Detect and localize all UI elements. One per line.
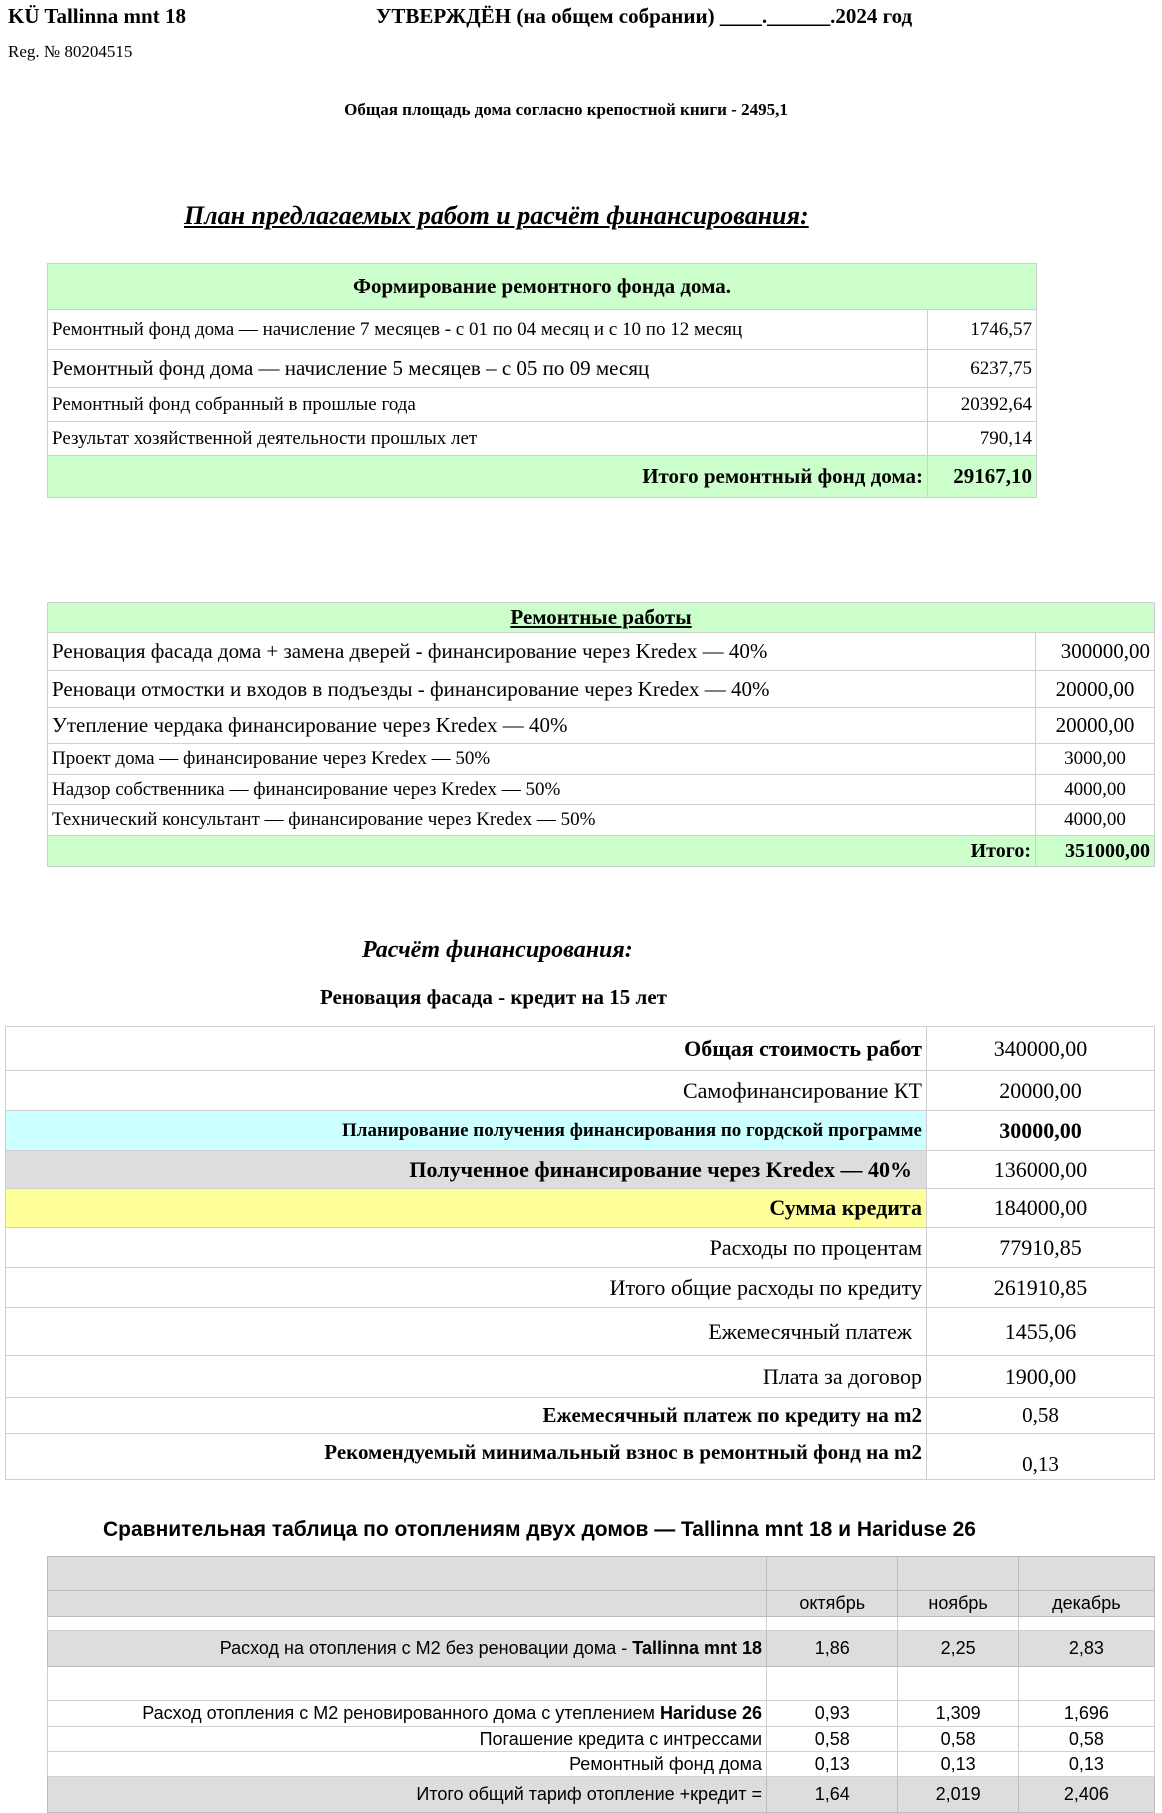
table-row — [48, 805, 1155, 836]
fin-row-value: 30000,00 — [927, 1111, 1155, 1151]
heating-value: 2,83 — [1018, 1631, 1154, 1667]
fin-row-label: Ежемесячный платеж — [6, 1308, 927, 1356]
works-row-label: Надзор собственника — финансирование через Kredex — 50% — [48, 775, 1036, 805]
heating-table — [47, 1556, 1155, 1813]
table-row — [48, 350, 1037, 388]
works-row-label: Технический консультант — финансирование через Kredex — 50% — [48, 805, 1036, 836]
table-row — [48, 1752, 1155, 1777]
fin-row-value: 1900,00 — [927, 1356, 1155, 1398]
works-row-value: 3000,00 — [1036, 744, 1155, 775]
table-row — [48, 671, 1155, 708]
fin-row-label: Сумма кредита — [6, 1189, 927, 1228]
fin-row-label: Планирование получения финансирования по гордской программе — [6, 1111, 927, 1151]
house-name: Hariduse 26 — [659, 1703, 762, 1723]
fin-row-value: 1455,06 — [927, 1308, 1155, 1356]
heating-value: 0,58 — [898, 1727, 1018, 1752]
fund-title: Формирование ремонтного фонда дома. — [48, 264, 1037, 310]
table-row — [6, 1189, 1155, 1228]
works-row-label: Реноваци отмостки и входов в подъезды - финансирование через Kredex — 40% — [48, 671, 1036, 708]
reg-number: Reg. № 80204515 — [8, 42, 133, 61]
fund-row-label: Ремонтный фонд дома — начисление 5 месяцев – с 05 по 09 месяц — [48, 350, 928, 388]
fin-row-value: 184000,00 — [927, 1189, 1155, 1228]
fin-row-label: Общая стоимость работ — [6, 1027, 927, 1071]
fin-row-value: 340000,00 — [927, 1027, 1155, 1071]
table-row — [6, 1111, 1155, 1151]
table-row — [48, 775, 1155, 805]
heating-value: 1,696 — [1018, 1701, 1154, 1727]
heating-total-value: 2,406 — [1018, 1777, 1154, 1813]
heating-total-value: 1,64 — [767, 1777, 898, 1813]
works-row-value: 4000,00 — [1036, 805, 1155, 836]
org-name: KÜ Tallinna mnt 18 — [8, 4, 186, 28]
fin-row-label: Рекомендуемый минимальный взнос в ремонтный фонд на m2 — [6, 1434, 927, 1480]
works-row-value: 4000,00 — [1036, 775, 1155, 805]
fin-row-label: Итого общие расходы по кредиту — [6, 1268, 927, 1308]
table-row — [6, 1228, 1155, 1268]
repair-fund-table — [47, 263, 1037, 498]
total-area: Общая площадь дома согласно крепостной книги - 2495,1 — [344, 100, 788, 119]
fund-row-value: 790,14 — [928, 422, 1037, 456]
heating-header-blank — [48, 1557, 767, 1591]
fin-row-label: Плата за договор — [6, 1356, 927, 1398]
fin-row-value: 0,58 — [927, 1398, 1155, 1434]
works-row-value: 300000,00 — [1036, 633, 1155, 671]
fund-total-label: Итого ремонтный фонд дома: — [48, 456, 928, 498]
financing-subtitle: Реновация фасада - кредит на 15 лет — [320, 985, 667, 1009]
heating-value: 1,86 — [767, 1631, 898, 1667]
fund-row-value: 6237,75 — [928, 350, 1037, 388]
table-row — [48, 422, 1037, 456]
repair-works-table — [47, 602, 1155, 867]
financing-title: Расчёт финансирования: — [362, 937, 633, 963]
fin-row-value: 20000,00 — [927, 1071, 1155, 1111]
works-total-value: 351000,00 — [1036, 836, 1155, 867]
fund-row-label: Ремонтный фонд собранный в прошлые года — [48, 388, 928, 422]
fund-row-label: Результат хозяйственной деятельности прошлых лет — [48, 422, 928, 456]
table-row — [48, 1777, 1155, 1813]
table-row — [48, 633, 1155, 671]
works-row-value: 20000,00 — [1036, 708, 1155, 744]
table-row — [48, 1631, 1155, 1667]
fin-row-label: Расходы по процентам — [6, 1228, 927, 1268]
plan-title: План предлагаемых работ и расчёт финансирования: — [184, 201, 809, 230]
works-row-label: Проект дома — финансирование через Kredex — 50% — [48, 744, 1036, 775]
heating-title: Сравнительная таблица по отоплениям двух домов — Tallinna mnt 18 и Hariduse 26 — [103, 1518, 976, 1541]
heating-total-label: Итого общий тариф отопление +кредит = — [48, 1777, 767, 1813]
heating-row-label: Ремонтный фонд дома — [48, 1752, 767, 1777]
table-row — [6, 1027, 1155, 1071]
heating-row-label: Расход отопления с М2 реновированного дома с утеплением Hariduse 26 — [48, 1701, 767, 1727]
table-row — [48, 388, 1037, 422]
heating-value: 2,25 — [898, 1631, 1018, 1667]
table-row — [48, 744, 1155, 775]
heating-value: 0,13 — [767, 1752, 898, 1777]
approval-line: УТВЕРЖДЁН (на общем собрании) ____.______.2024 год — [376, 4, 913, 28]
works-row-label: Утепление чердака финансирование через Kredex — 40% — [48, 708, 1036, 744]
table-row — [48, 708, 1155, 744]
heating-value: 0,58 — [1018, 1727, 1154, 1752]
fin-row-value: 0,13 — [927, 1434, 1155, 1480]
table-row — [6, 1071, 1155, 1111]
month-header: октябрь — [767, 1591, 898, 1617]
table-row — [48, 310, 1037, 350]
month-header: ноябрь — [898, 1591, 1018, 1617]
table-row — [6, 1308, 1155, 1356]
fund-row-value: 20392,64 — [928, 388, 1037, 422]
heating-value: 0,93 — [767, 1701, 898, 1727]
fin-row-label: Полученное финансирование через Kredex — 40% — [6, 1151, 927, 1189]
fund-row-label: Ремонтный фонд дома — начисление 7 месяцев - с 01 по 04 месяц и с 10 по 12 месяц — [48, 310, 928, 350]
table-row — [6, 1398, 1155, 1434]
heating-value: 0,13 — [898, 1752, 1018, 1777]
fin-row-value: 77910,85 — [927, 1228, 1155, 1268]
heating-value: 1,309 — [898, 1701, 1018, 1727]
table-row — [6, 1434, 1155, 1480]
fin-row-label: Самофинансирование КТ — [6, 1071, 927, 1111]
heating-row-label: Погашение кредита с интрессами — [48, 1727, 767, 1752]
table-row — [48, 1727, 1155, 1752]
heating-value: 0,13 — [1018, 1752, 1154, 1777]
works-title: Ремонтные работы — [48, 603, 1155, 633]
works-row-value: 20000,00 — [1036, 671, 1155, 708]
fin-row-value: 261910,85 — [927, 1268, 1155, 1308]
table-row — [6, 1268, 1155, 1308]
works-total-label: Итого: — [48, 836, 1036, 867]
month-header: декабрь — [1018, 1591, 1154, 1617]
house-name: Tallinna mnt 18 — [632, 1638, 762, 1658]
fund-row-value: 1746,57 — [928, 310, 1037, 350]
table-row — [48, 1701, 1155, 1727]
fin-row-value: 136000,00 — [927, 1151, 1155, 1189]
heating-value: 0,58 — [767, 1727, 898, 1752]
table-row — [6, 1151, 1155, 1189]
fund-total-value: 29167,10 — [928, 456, 1037, 498]
heating-total-value: 2,019 — [898, 1777, 1018, 1813]
works-row-label: Реновация фасада дома + замена дверей - финансирование через Kredex — 40% — [48, 633, 1036, 671]
fin-row-label: Ежемесячный платеж по кредиту на m2 — [6, 1398, 927, 1434]
table-row — [6, 1356, 1155, 1398]
financing-table — [5, 1026, 1155, 1480]
heating-row-label: Расход на отопления с М2 без реновации дома - Tallinna mnt 18 — [48, 1631, 767, 1667]
